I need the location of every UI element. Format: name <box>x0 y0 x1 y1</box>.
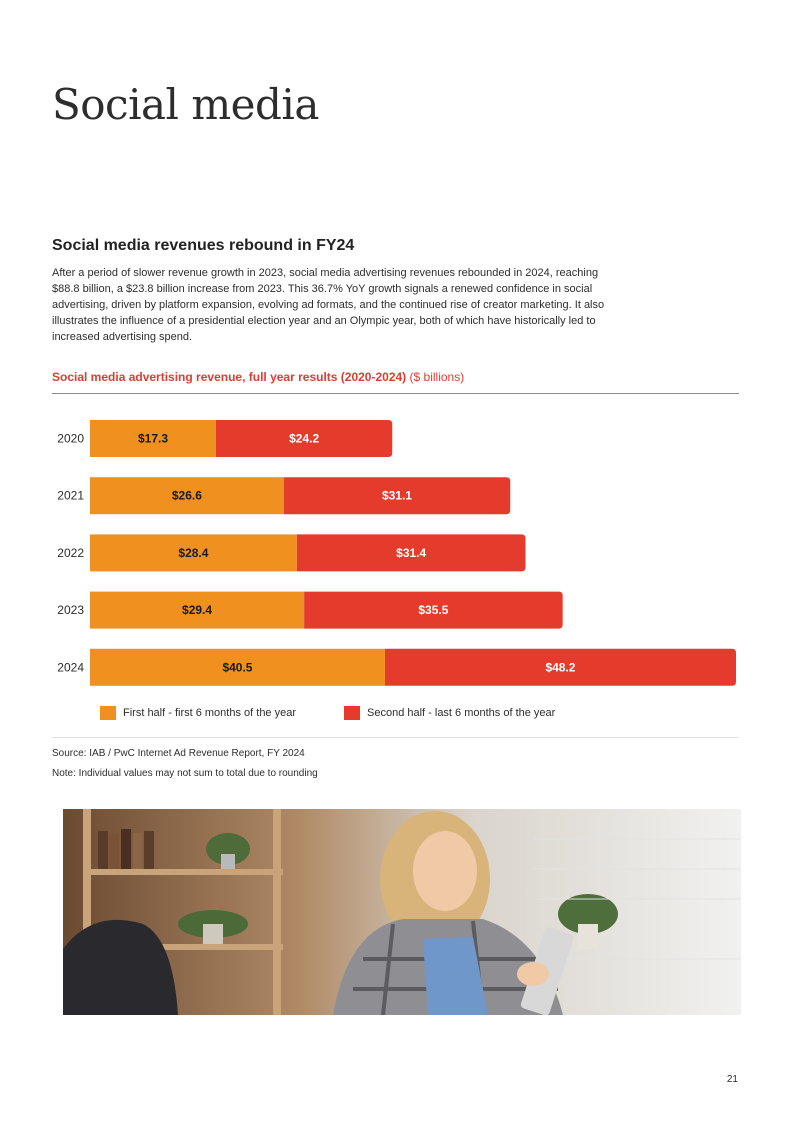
data-label: $48.2 <box>545 660 576 675</box>
data-label: $29.4 <box>182 603 213 618</box>
section-heading: Social media revenues rebound in FY24 <box>52 237 355 254</box>
data-label: $31.1 <box>381 488 412 503</box>
legend-swatch-second-half <box>344 706 360 720</box>
data-label: $28.4 <box>178 545 209 560</box>
woman-with-tablet-photo <box>63 809 741 1015</box>
source-note: Source: IAB / PwC Internet Ad Revenue Report, FY 2024 <box>52 748 305 759</box>
data-label: $26.6 <box>171 488 202 503</box>
data-label: $17.3 <box>137 431 169 446</box>
data-label: $40.5 <box>222 660 253 675</box>
section-body-text: After a period of slower revenue growth in 2023, social media advertising revenues rebounded in 2024, reaching $88.8 billion, a $23.8 billion increase from 2023. This 36.7% YoY growth signals a renewed confidence in social advertising, driven by platform expansion, evolving ad formats, and the continued rise of creator marketing. It also illustrates the influence of a presidential election year and an Olympic year, both of which have historically led to increased advertising spend. <box>52 267 605 343</box>
y-tick-label: 2020 <box>57 431 84 446</box>
legend-swatch-first-half <box>100 706 116 720</box>
data-label: $31.4 <box>396 545 427 560</box>
data-label: $35.5 <box>418 603 449 618</box>
legend-label-second-half: Second half - last 6 months of the year <box>367 707 556 719</box>
page-number: 21 <box>726 1074 738 1085</box>
chart-title-unit: ($ billions) <box>409 370 465 384</box>
legend-label-first-half: First half - first 6 months of the year <box>123 707 297 719</box>
y-tick-label: 2022 <box>57 545 84 560</box>
page-title: Social media <box>52 80 319 129</box>
y-tick-label: 2021 <box>57 488 84 503</box>
chart-bottom-rule <box>52 737 739 738</box>
rounding-note: Note: Individual values may not sum to total due to rounding <box>52 768 318 779</box>
data-label: $24.2 <box>289 431 320 446</box>
y-tick-label: 2024 <box>57 660 84 675</box>
y-tick-label: 2023 <box>57 603 84 618</box>
chart-title-main: Social media advertising revenue, full year results (2020-2024) <box>52 370 407 384</box>
